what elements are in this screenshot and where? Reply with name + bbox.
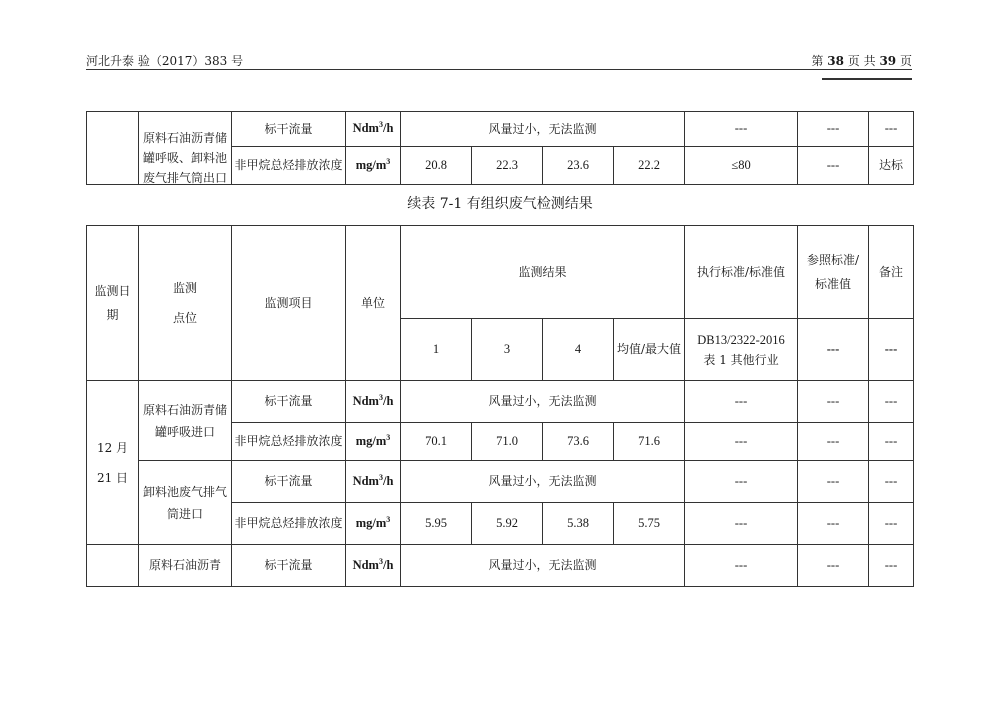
page-label-prefix: 第: [811, 54, 824, 68]
location-cell: 卸料池废气排气筒进口: [139, 461, 232, 545]
note-cell: ---: [869, 461, 914, 503]
standard-cell: ---: [685, 381, 798, 423]
standard-cell: ---: [685, 112, 798, 147]
result-avg-cell: 22.2: [614, 147, 685, 185]
unit-cell: [346, 503, 401, 545]
unit-base: Ndm: [352, 393, 379, 408]
table-row: [87, 545, 914, 587]
unit-sup: 3: [378, 119, 383, 129]
result-1-cell: 20.8: [401, 147, 472, 185]
ref-cell: ---: [798, 423, 869, 461]
header-unit: 单位: [346, 226, 401, 381]
item-cell: 非甲烷总烃排放浓度: [232, 423, 346, 461]
date-cell-empty: [87, 545, 139, 587]
location-text: 原料石油沥青储罐呼吸、卸料池废气排气筒出口: [142, 131, 227, 185]
standard-cell: ---: [685, 545, 798, 587]
unit-base: mg/m: [355, 157, 387, 172]
note-cell: ---: [869, 503, 914, 545]
header-note: 备注: [869, 226, 914, 319]
unit-sup: 3: [378, 556, 383, 566]
header-point-text: 监测点位: [172, 281, 197, 325]
unit-base: mg/m: [355, 515, 387, 530]
result-3-cell: 5.92: [472, 503, 543, 545]
document-header-left: 河北升泰 验（2017）383 号: [86, 54, 244, 68]
note-cell: 达标: [869, 147, 914, 185]
unit-tail: /h: [382, 393, 394, 408]
standard-cell: ---: [685, 503, 798, 545]
page-label-mid: 页 共: [847, 54, 876, 68]
unit-cell: [346, 461, 401, 503]
note-cell: ---: [869, 112, 914, 147]
location-cell: 原料石油沥青储罐呼吸进口: [139, 381, 232, 461]
ref-cell: ---: [798, 112, 869, 147]
item-cell: 标干流量: [232, 381, 346, 423]
subheader-1: 1: [401, 319, 472, 381]
header-date: [87, 226, 139, 381]
date-cell: [87, 381, 139, 545]
unit-sup: 3: [386, 514, 391, 524]
standard-cell: ---: [685, 461, 798, 503]
unit-cell: [346, 545, 401, 587]
subheader-4: 4: [543, 319, 614, 381]
header-point: [139, 226, 232, 381]
result-1-cell: 70.1: [401, 423, 472, 461]
ref-cell: ---: [798, 545, 869, 587]
continued-results-table: [86, 111, 914, 185]
item-cell: 非甲烷总烃排放浓度: [232, 147, 346, 185]
unit-tail: /h: [382, 473, 394, 488]
page-label-suffix: 页: [899, 54, 912, 68]
result-1-cell: 5.95: [401, 503, 472, 545]
table-caption: 续表 7-1 有组织废气检测结果: [407, 196, 593, 212]
item-cell: 标干流量: [232, 112, 346, 147]
page-number-indicator: [811, 52, 912, 69]
current-page-number: 38: [827, 54, 844, 68]
result-3-cell: 22.3: [472, 147, 543, 185]
total-pages-number: 39: [879, 54, 897, 68]
unit-base: Ndm: [352, 557, 379, 572]
date-cell-empty: [87, 112, 139, 185]
header-rule: [86, 69, 912, 70]
ref-cell: ---: [798, 381, 869, 423]
header-results: 监测结果: [401, 226, 685, 319]
header-rule-thick: [822, 78, 912, 80]
note-cell: ---: [869, 545, 914, 587]
standard-cell: ≤80: [685, 147, 798, 185]
header-row: [87, 226, 914, 319]
subheader-note: ---: [869, 319, 914, 381]
merged-result-cell: 风量过小，无法监测: [401, 461, 685, 503]
result-4-cell: 23.6: [543, 147, 614, 185]
unit-cell: [346, 381, 401, 423]
unit-cell: [346, 147, 401, 185]
subheader-avg: 均值/最大值: [614, 319, 685, 381]
header-date-text: 监测日期: [94, 284, 131, 322]
merged-result-cell: 风量过小，无法监测: [401, 545, 685, 587]
note-cell: ---: [869, 423, 914, 461]
date-day: 21 日: [96, 470, 129, 485]
item-cell: 标干流量: [232, 461, 346, 503]
item-cell: 标干流量: [232, 545, 346, 587]
ref-cell: ---: [798, 503, 869, 545]
table-row: [87, 112, 914, 147]
standard-code: DB13/2322-2016: [697, 332, 785, 347]
result-4-cell: 5.38: [543, 503, 614, 545]
header-item: 监测项目: [232, 226, 346, 381]
subheader-3: 3: [472, 319, 543, 381]
unit-sup: 3: [378, 472, 383, 482]
subheader-ref: ---: [798, 319, 869, 381]
merged-result-cell: 风量过小，无法监测: [401, 112, 685, 147]
note-cell: ---: [869, 381, 914, 423]
organized-emission-results-table: [86, 225, 914, 587]
header-ref-text: 参照标准/标准值: [806, 253, 860, 291]
date-month: 12 月: [96, 440, 129, 455]
table-row: [87, 461, 914, 503]
unit-base: Ndm: [352, 473, 379, 488]
unit-sup: 3: [386, 432, 391, 442]
header-ref: [798, 226, 869, 319]
location-cell: [139, 112, 232, 185]
unit-cell: [346, 112, 401, 147]
header-standard: 执行标准/标准值: [685, 226, 798, 319]
result-avg-cell: 71.6: [614, 423, 685, 461]
result-4-cell: 73.6: [543, 423, 614, 461]
unit-tail: /h: [382, 557, 394, 572]
location-cell: 原料石油沥青: [139, 545, 232, 587]
merged-result-cell: 风量过小，无法监测: [401, 381, 685, 423]
ref-cell: ---: [798, 147, 869, 185]
ref-cell: ---: [798, 461, 869, 503]
unit-sup: 3: [378, 392, 383, 402]
standard-cell: ---: [685, 423, 798, 461]
unit-base: Ndm: [352, 121, 379, 136]
unit-tail: /h: [382, 121, 394, 136]
item-cell: 非甲烷总烃排放浓度: [232, 503, 346, 545]
result-3-cell: 71.0: [472, 423, 543, 461]
standard-table-ref: 表 1 其他行业: [703, 352, 779, 367]
result-avg-cell: 5.75: [614, 503, 685, 545]
unit-sup: 3: [386, 156, 391, 166]
unit-base: mg/m: [355, 433, 387, 448]
unit-cell: [346, 423, 401, 461]
table-row: [87, 381, 914, 423]
subheader-standard: [685, 319, 798, 381]
